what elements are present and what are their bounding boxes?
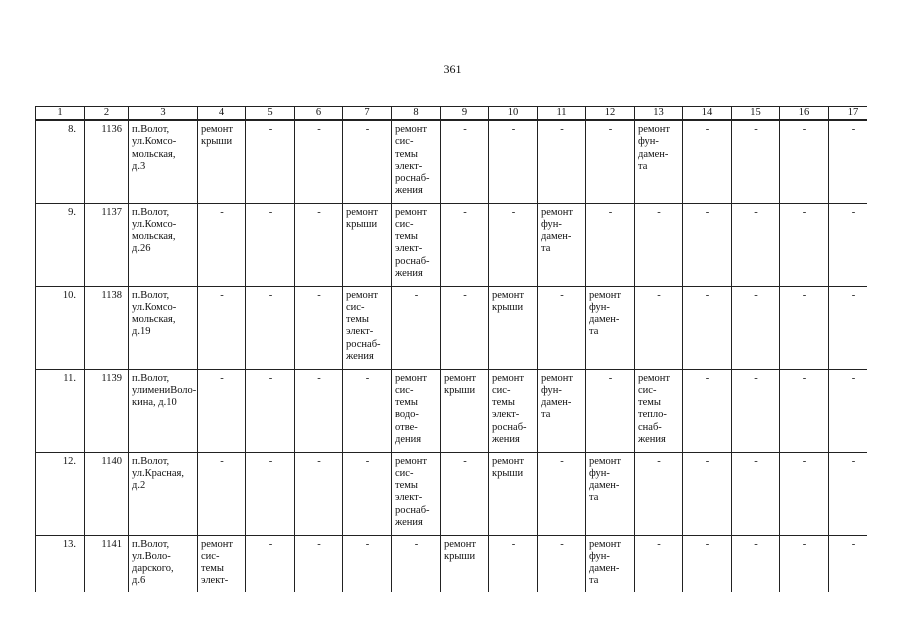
work-cell: -	[489, 120, 538, 203]
work-cell: -	[489, 203, 538, 286]
row-number: 12.	[36, 452, 85, 535]
work-cell: -	[829, 286, 868, 369]
work-cell: -	[441, 452, 489, 535]
work-cell: -	[829, 369, 868, 452]
row-number: 9.	[36, 203, 85, 286]
work-cell: -	[635, 535, 683, 592]
work-cell: ремонт крыши	[489, 452, 538, 535]
work-cell: -	[392, 286, 441, 369]
column-header-10: 10	[489, 107, 538, 121]
work-cell: ремонт сис- темы элект- роснаб- жения	[343, 286, 392, 369]
work-cell: -	[683, 452, 732, 535]
work-cell: -	[732, 452, 780, 535]
work-cell: -	[586, 120, 635, 203]
column-header-12: 12	[586, 107, 635, 121]
table-row	[36, 286, 868, 369]
repair-schedule-table	[35, 106, 867, 592]
column-header-6: 6	[295, 107, 343, 121]
work-cell: -	[295, 286, 343, 369]
building-code: 1137	[85, 203, 129, 286]
work-cell: -	[780, 120, 829, 203]
work-cell: ремонт фун- дамен- та	[538, 203, 586, 286]
page-number: 361	[443, 62, 462, 76]
work-cell: ремонт фун- дамен- та	[586, 286, 635, 369]
building-code: 1136	[85, 120, 129, 203]
column-header-9: 9	[441, 107, 489, 121]
row-number: 13.	[36, 535, 85, 592]
work-cell: ремонт крыши	[441, 369, 489, 452]
work-cell: -	[829, 535, 868, 592]
column-header-7: 7	[343, 107, 392, 121]
work-cell: -	[635, 286, 683, 369]
work-cell: ремонт сис- темы элект- роснаб- жения	[392, 452, 441, 535]
work-cell: ремонт фун- дамен- та	[586, 535, 635, 592]
work-cell: ремонт фун- дамен- та	[538, 369, 586, 452]
work-cell: -	[829, 203, 868, 286]
column-header-11: 11	[538, 107, 586, 121]
work-cell: -	[538, 452, 586, 535]
work-cell: ремонт сис- темы элект- роснаб- жения	[392, 120, 441, 203]
building-code: 1140	[85, 452, 129, 535]
work-cell: -	[392, 535, 441, 592]
work-cell: -	[295, 452, 343, 535]
work-cell: -	[538, 286, 586, 369]
work-cell: -	[829, 120, 868, 203]
work-cell: -	[198, 369, 246, 452]
work-cell: -	[489, 535, 538, 592]
work-cell: -	[780, 203, 829, 286]
work-cell: -	[246, 203, 295, 286]
work-cell: -	[343, 369, 392, 452]
work-cell: -	[780, 369, 829, 452]
address-cell: п.Волот, ул.Комсо- мольская, д.26	[129, 203, 198, 286]
column-header-17: 17	[829, 107, 868, 121]
work-cell: -	[780, 452, 829, 535]
column-header-1: 1	[36, 107, 85, 121]
work-cell: -	[732, 203, 780, 286]
building-code: 1141	[85, 535, 129, 592]
column-header-8: 8	[392, 107, 441, 121]
work-cell: ремонт фун- дамен- та	[635, 120, 683, 203]
building-code: 1139	[85, 369, 129, 452]
header-row	[36, 107, 868, 121]
column-header-2: 2	[85, 107, 129, 121]
work-cell: ремонт сис- темы элект-	[198, 535, 246, 592]
work-cell: ремонт сис- темы водо- отве- дения	[392, 369, 441, 452]
work-cell: ремонт крыши	[489, 286, 538, 369]
column-header-4: 4	[198, 107, 246, 121]
work-cell: -	[343, 120, 392, 203]
work-cell: -	[295, 120, 343, 203]
table-row	[36, 535, 868, 592]
table-body	[36, 120, 868, 592]
work-cell: -	[635, 203, 683, 286]
work-cell: -	[732, 369, 780, 452]
address-cell: п.Волот, ул.Комсо- мольская, д.19	[129, 286, 198, 369]
work-cell: -	[246, 120, 295, 203]
work-cell: -	[441, 203, 489, 286]
data-table-container	[35, 106, 867, 592]
work-cell: -	[295, 203, 343, 286]
work-cell: ремонт сис- темы элект- роснаб- жения	[489, 369, 538, 452]
row-number: 10.	[36, 286, 85, 369]
work-cell: -	[586, 203, 635, 286]
work-cell: -	[732, 286, 780, 369]
row-number: 11.	[36, 369, 85, 452]
work-cell: -	[246, 369, 295, 452]
work-cell: -	[683, 286, 732, 369]
column-header-3: 3	[129, 107, 198, 121]
work-cell: -	[441, 120, 489, 203]
column-header-14: 14	[683, 107, 732, 121]
work-cell: -	[829, 452, 868, 535]
work-cell: -	[441, 286, 489, 369]
work-cell: -	[683, 369, 732, 452]
work-cell: -	[683, 535, 732, 592]
work-cell: ремонт крыши	[441, 535, 489, 592]
work-cell: -	[732, 120, 780, 203]
work-cell: -	[198, 203, 246, 286]
building-code: 1138	[85, 286, 129, 369]
work-cell: -	[198, 286, 246, 369]
work-cell: ремонт крыши	[343, 203, 392, 286]
column-header-5: 5	[246, 107, 295, 121]
table-row	[36, 203, 868, 286]
column-header-13: 13	[635, 107, 683, 121]
work-cell: ремонт сис- темы элект- роснаб- жения	[392, 203, 441, 286]
work-cell: -	[635, 452, 683, 535]
row-number: 8.	[36, 120, 85, 203]
table-row	[36, 369, 868, 452]
address-cell: п.Волот, ул.Красная, д.2	[129, 452, 198, 535]
work-cell: -	[198, 452, 246, 535]
work-cell: -	[780, 535, 829, 592]
work-cell: -	[683, 120, 732, 203]
work-cell: -	[343, 452, 392, 535]
work-cell: -	[246, 535, 295, 592]
address-cell: п.Волот, улимениВоло- кина, д.10	[129, 369, 198, 452]
work-cell: -	[295, 535, 343, 592]
work-cell: -	[538, 535, 586, 592]
work-cell: -	[343, 535, 392, 592]
work-cell: -	[246, 452, 295, 535]
work-cell: -	[732, 535, 780, 592]
address-cell: п.Волот, ул.Воло- дарского, д.6	[129, 535, 198, 592]
work-cell: -	[586, 369, 635, 452]
work-cell: ремонт сис- темы тепло- снаб- жения	[635, 369, 683, 452]
work-cell: -	[246, 286, 295, 369]
address-cell: п.Волот, ул.Комсо- мольская, д.3	[129, 120, 198, 203]
column-header-16: 16	[780, 107, 829, 121]
work-cell: -	[538, 120, 586, 203]
work-cell: -	[780, 286, 829, 369]
table-row	[36, 452, 868, 535]
column-header-15: 15	[732, 107, 780, 121]
table-row	[36, 120, 868, 203]
work-cell: -	[295, 369, 343, 452]
work-cell: ремонт крыши	[198, 120, 246, 203]
work-cell: ремонт фун- дамен- та	[586, 452, 635, 535]
work-cell: -	[683, 203, 732, 286]
